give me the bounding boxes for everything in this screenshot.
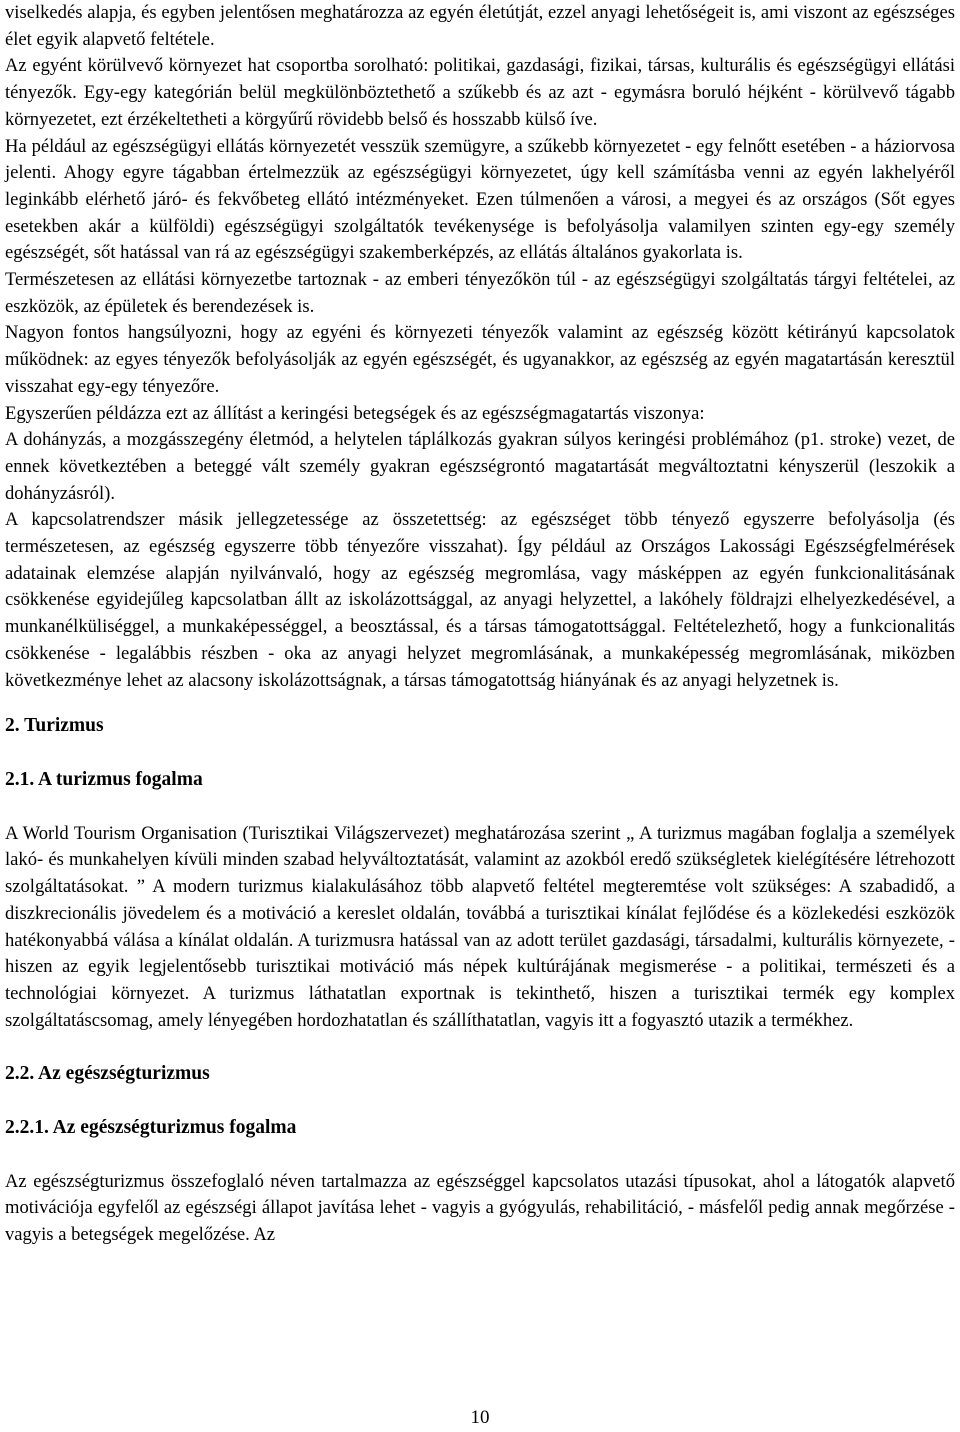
paragraph: Ha például az egészségügyi ellátás környezetét vesszük szemügyre, a szűkebb környezetet - egy felnőtt esetében - a háziorvosa jelenti. Ahogy egyre tágabban értelmezzük az egészségügyi környezetet, úgy kell számításba venni az egyén lakhelyéről leginkább elérhető járó- és fekvőbeteg ellátó intézményeket. Ezen túlmenően a városi, a megyei és az országos (Sőt egyes esetekben akár a külföldi) egészségügyi szolgáltatók tevékenysége is befolyásolja valamilyen szinten egy-egy személy egészségét, sőt hatással van rá az egészségügyi szakemberképzés, az ellátás általános gyakorlata is.: [5, 135, 955, 264]
document-page: [5, 0, 955, 1249]
paragraph: Az egyént körülvevő környezet hat csoportba sorolható: politikai, gazdasági, fizikai, társas, kulturális és egészségügyi ellátási tényezők. Egy-egy kategórián belül megkülönböztethető a szűkebb és az azt - egymásra boruló héjként - körülvevő tágabb környezetet, ezt érzékeltetheti a körgyűrű rövidebb belső és hosszabb külső íve.: [5, 55, 955, 130]
subsubsection-heading: 2.2.1. Az egészségturizmus fogalma: [5, 1117, 297, 1139]
subsection-heading: 2.2. Az egészségturizmus: [5, 1063, 210, 1085]
paragraph: Egyszerűen példázza ezt az állítást a keringési betegségek és az egészségmagatartás viszonya:: [5, 402, 705, 424]
paragraph: Természetesen az ellátási környezetbe tartoznak - az emberi tényezőkön túl - az egészségügyi szolgáltatás tárgyi feltételei, az eszközök, az épületek és berendezések is.: [5, 269, 955, 317]
paragraph: A World Tourism Organisation (Turisztikai Világszervezet) meghatározása szerint „ A turizmus magában foglalja a személyek lakó- és munkahelyen kívüli minden szabad helyváltoztatását, valamint az azokból eredő szükségletek kielégítésére létrehozott szolgáltatásokat. ” A modern turizmus kialakulásához több alapvető feltétel megteremtése volt szükséges: A szabadidő, a diszkrecionális jövedelem és a motiváció a kereslet oldalán, továbbá a turisztikai kínálat fejlődése és a közlekedési eszközök hatékonyabbá válása a kínálat oldalán. A turizmusra hatással van az adott terület gazdasági, társadalmi, kulturális környezete, - hiszen az egyik legjelentősebb turisztikai motiváció más népek kultúrájának megismerése - a politikai, természeti és a technológiai környezet. A turizmus láthatatlan exportnak is tekinthető, hiszen a turisztikai termék egy komplex szolgáltatáscsomag, amely lényegében hordozhatatlan és szállíthatatlan, vagyis itt a fogyasztó utazik a termékhez.: [5, 822, 955, 1031]
paragraph: Nagyon fontos hangsúlyozni, hogy az egyéni és környezeti tényezők valamint az egészség között kétirányú kapcsolatok működnek: az egyes tényezők befolyásolják az egyén egészségét, és ugyanakkor, az egészség az egyén magatartásán keresztül visszahat egy-egy tényezőre.: [5, 322, 955, 397]
section-heading: 2. Turizmus: [5, 715, 104, 737]
subsection-heading: 2.1. A turizmus fogalma: [5, 768, 203, 790]
paragraph: Az egészségturizmus összefoglaló néven tartalmazza az egészséggel kapcsolatos utazási típusokat, ahol a látogatók alapvető motivációja egyfelől az egészségi állapot javítása lehet - vagyis a gyógyulás, rehabilitáció, - másfelől pedig annak megőrzése - vagyis a betegségek megelőzése. Az: [5, 1170, 955, 1246]
paragraph: A dohányzás, a mozgásszegény életmód, a helytelen táplálkozás gyakran súlyos keringési problémához (p1. stroke) vezet, de ennek következtében a beteggé vált személy gyakran egészségrontó magatartását megváltoztatni kényszerül (leszokik a dohányzásról).: [5, 429, 955, 504]
paragraph: A kapcsolatrendszer másik jellegzetessége az összetettség: az egészséget több tényező egyszerre befolyásolja (és természetesen, az egészség egyszerre több tényezőre visszahat). Így például az Országos Lakossági Egészségfelmérések adatainak elemzése alapján nyilvánvaló, hogy az egészség megromlása, vagy másképpen az egyén funkcionalitásának csökkenése egyidejűleg kapcsolatban állt az iskolázottsággal, az anyagi helyzettel, a lakóhely földrajzi elhelyezkedésével, a munkanélküliséggel, a munkaképességgel, a beosztással, és a társas támogatottsággal. Feltételezhető, hogy a funkcionalitás csökkenése - legalábbis részben - oka az anyagi helyzet megromlásának, a munkaképesség megromlásának, miközben következménye lehet az alacsony iskolázottságnak, a társas támogatottság hiányának és az anyagi helyzetnek is.: [5, 509, 955, 691]
paragraph: viselkedés alapja, és egyben jelentősen meghatározza az egyén életútját, ezzel anyagi lehetőségeit is, ami viszont az egészséges élet egyik alapvető feltétele.: [5, 2, 955, 50]
page-number: 10: [470, 1407, 490, 1428]
